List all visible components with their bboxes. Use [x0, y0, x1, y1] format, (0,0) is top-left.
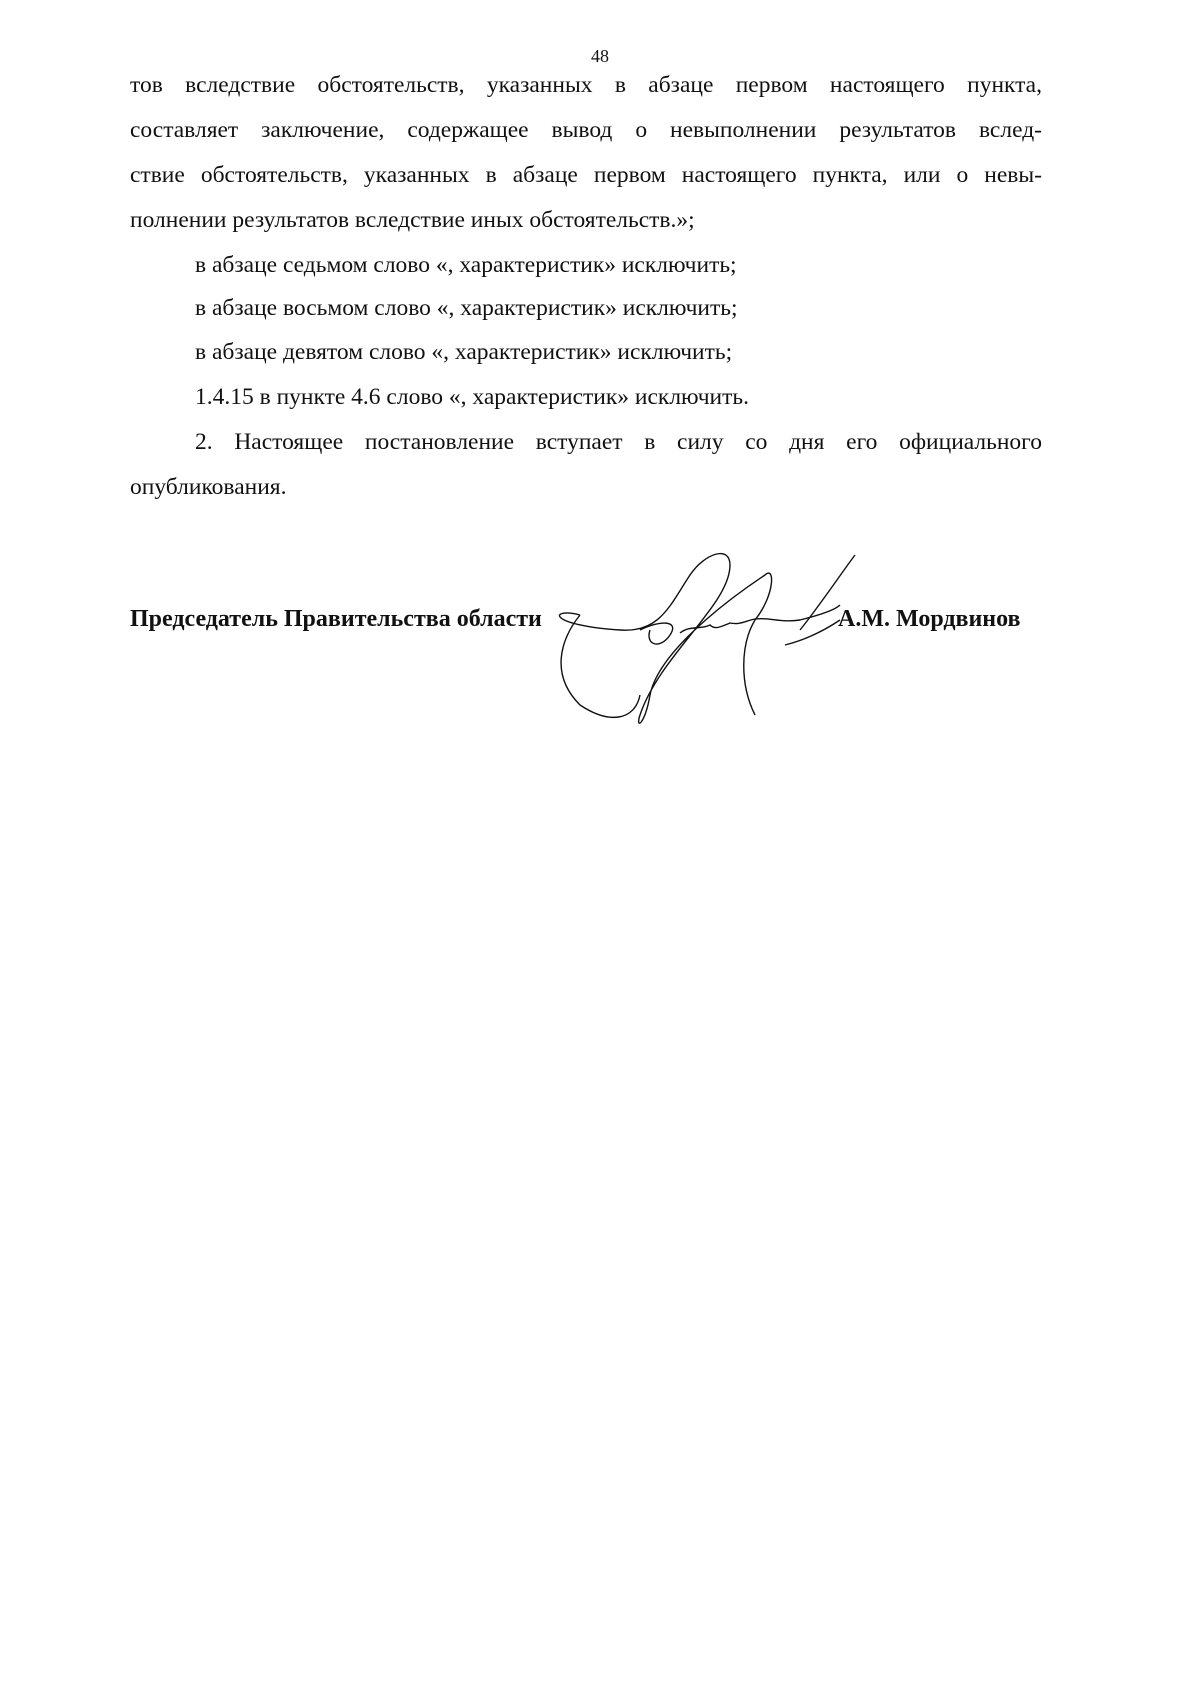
- text-line: составляет заключение, содержащее вывод о невыполнении результатов вслед-: [130, 117, 1042, 143]
- signatory-position: Председатель Правительства области: [130, 606, 542, 632]
- text-line: 1.4.15 в пункте 4.6 слово «, характеристик» исключить.: [195, 384, 749, 410]
- text-line: в абзаце восьмом слово «, характеристик» исключить;: [195, 295, 738, 321]
- text-line: опубликования.: [130, 474, 287, 500]
- text-line: полнении результатов вследствие иных обстоятельств.»;: [130, 207, 695, 233]
- page-number: 48: [591, 46, 609, 66]
- signatory-name: А.М. Мордвинов: [838, 606, 1021, 632]
- text-line: в абзаце девятом слово «, характеристик» исключить;: [195, 339, 733, 365]
- text-line: тов вследствие обстоятельств, указанных в абзаце первом настоящего пункта,: [130, 72, 1042, 98]
- text-line: ствие обстоятельств, указанных в абзаце первом настоящего пункта, или о невы-: [130, 162, 1042, 188]
- text-line: 2. Настоящее постановление вступает в силу со дня его официального: [195, 429, 1042, 455]
- handwritten-signature: [540, 545, 870, 730]
- text-line: в абзаце седьмом слово «, характеристик» исключить;: [195, 252, 737, 278]
